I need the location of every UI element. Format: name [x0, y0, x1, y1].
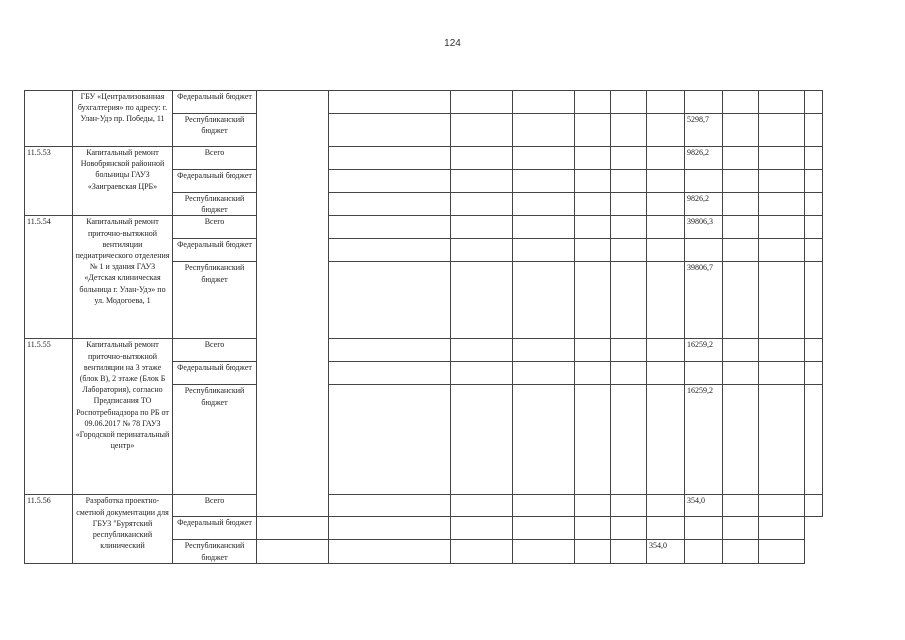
blank-cell	[513, 239, 575, 262]
blank-cell	[575, 216, 611, 239]
blank-cell	[805, 339, 823, 362]
blank-cell	[723, 517, 759, 540]
blank-cell	[575, 193, 611, 216]
blank-cell	[723, 239, 759, 262]
blank-cell	[329, 339, 451, 362]
blank-cell	[759, 170, 805, 193]
blank-cell	[611, 362, 647, 385]
blank-cell	[805, 239, 823, 262]
blank-cell	[611, 147, 647, 170]
blank-cell	[611, 339, 647, 362]
blank-cell	[451, 114, 513, 147]
blank-cell	[759, 385, 805, 495]
blank-cell	[513, 362, 575, 385]
blank-cell	[759, 114, 805, 147]
blank-cell	[329, 114, 451, 147]
blank-cell	[451, 193, 513, 216]
funding-source: Всего	[173, 147, 257, 170]
amount-cell: 39806,7	[685, 262, 723, 339]
amount-cell: 9826,2	[685, 147, 723, 170]
blank-cell	[647, 91, 685, 114]
amount-cell: 9826,2	[685, 193, 723, 216]
blank-cell	[513, 216, 575, 239]
amount-cell: 16259,2	[685, 385, 723, 495]
table-row	[25, 495, 823, 517]
blank-cell	[513, 114, 575, 147]
blank-cell	[451, 362, 513, 385]
blank-cell	[759, 517, 805, 540]
item-number	[25, 91, 73, 147]
blank-cell	[575, 114, 611, 147]
blank-cell	[451, 517, 513, 540]
blank-cell	[451, 495, 513, 517]
blank-cell	[647, 147, 685, 170]
blank-cell	[611, 540, 647, 563]
blank-cell	[513, 147, 575, 170]
blank-cell	[759, 262, 805, 339]
funding-source: Федеральный бюджет	[173, 362, 257, 385]
blank-cell	[647, 239, 685, 262]
blank-cell	[723, 170, 759, 193]
blank-cell	[329, 517, 451, 540]
blank-cell	[685, 540, 723, 563]
blank-cell	[759, 362, 805, 385]
blank-cell	[759, 339, 805, 362]
blank-cell	[647, 339, 685, 362]
blank-cell	[611, 91, 647, 114]
blank-cell	[611, 385, 647, 495]
amount-cell: 354,0	[685, 495, 723, 517]
table-row	[25, 216, 823, 239]
blank-cell	[329, 91, 451, 114]
blank-cell	[647, 216, 685, 239]
blank-cell	[805, 114, 823, 147]
table-row	[25, 91, 823, 114]
amount-cell	[685, 362, 723, 385]
blank-cell	[329, 495, 451, 517]
blank-cell	[647, 114, 685, 147]
blank-cell	[575, 147, 611, 170]
blank-cell	[723, 147, 759, 170]
blank-cell	[759, 495, 805, 517]
blank-cell	[805, 147, 823, 170]
blank-cell	[575, 540, 611, 563]
blank-cell	[575, 362, 611, 385]
item-number: 11.5.56	[25, 495, 73, 563]
amount-cell	[685, 170, 723, 193]
blank-cell	[575, 517, 611, 540]
blank-cell	[805, 216, 823, 239]
blank-cell	[329, 385, 451, 495]
blank-cell	[329, 540, 451, 563]
blank-cell	[451, 147, 513, 170]
blank-cell	[257, 540, 329, 563]
funding-source: Республиканский бюджет	[173, 193, 257, 216]
blank-cell	[575, 339, 611, 362]
blank-cell	[575, 262, 611, 339]
blank-cell	[329, 170, 451, 193]
blank-cell	[575, 91, 611, 114]
blank-cell	[329, 193, 451, 216]
funding-source: Всего	[173, 216, 257, 239]
blank-cell	[723, 262, 759, 339]
blank-cell	[611, 216, 647, 239]
blank-cell	[647, 193, 685, 216]
blank-cell	[513, 262, 575, 339]
blank-cell	[329, 216, 451, 239]
blank-cell	[329, 362, 451, 385]
blank-cell	[575, 495, 611, 517]
table-row	[25, 147, 823, 170]
blank-cell	[805, 193, 823, 216]
item-number: 11.5.54	[25, 216, 73, 339]
blank-cell	[723, 495, 759, 517]
blank-cell	[451, 540, 513, 563]
blank-cell	[611, 170, 647, 193]
blank-cell	[611, 193, 647, 216]
blank-cell	[575, 239, 611, 262]
amount-cell	[685, 239, 723, 262]
page-number: 124	[444, 38, 461, 49]
amount-cell: 5298,7	[685, 114, 723, 147]
blank-cell	[451, 385, 513, 495]
funding-source: Всего	[173, 495, 257, 517]
blank-cell	[451, 216, 513, 239]
blank-cell	[759, 239, 805, 262]
blank-cell	[723, 339, 759, 362]
blank-cell	[805, 385, 823, 495]
blank-cell	[513, 385, 575, 495]
blank-cell	[513, 495, 575, 517]
blank-cell	[257, 91, 329, 517]
amount-cell: 39806,3	[685, 216, 723, 239]
blank-cell	[575, 170, 611, 193]
blank-cell	[611, 262, 647, 339]
funding-source: Всего	[173, 339, 257, 362]
blank-cell	[723, 216, 759, 239]
table-body	[25, 91, 823, 564]
blank-cell	[329, 147, 451, 170]
item-name: ГБУ «Централизованная бухгалтерия» по адресу: г. Улан-Удэ пр. Победы, 11	[73, 91, 173, 147]
blank-cell	[451, 239, 513, 262]
blank-cell	[805, 170, 823, 193]
blank-cell	[611, 495, 647, 517]
item-number: 11.5.53	[25, 147, 73, 216]
blank-cell	[759, 193, 805, 216]
funding-source: Республиканский бюджет	[173, 114, 257, 147]
item-name: Капитальный ремонт Новобрянской районной больницы ГАУЗ «Заиграевская ЦРБ»	[73, 147, 173, 216]
blank-cell	[513, 170, 575, 193]
funding-source: Республиканский бюджет	[173, 262, 257, 339]
funding-source: Федеральный бюджет	[173, 170, 257, 193]
table-row	[25, 339, 823, 362]
blank-cell	[759, 147, 805, 170]
blank-cell	[759, 216, 805, 239]
blank-cell	[647, 170, 685, 193]
blank-cell	[611, 239, 647, 262]
funding-source: Федеральный бюджет	[173, 517, 257, 540]
blank-cell	[611, 517, 647, 540]
blank-cell	[575, 385, 611, 495]
funding-source: Федеральный бюджет	[173, 91, 257, 114]
blank-cell	[723, 540, 759, 563]
blank-cell	[257, 517, 329, 540]
funding-source: Республиканский бюджет	[173, 540, 257, 563]
blank-cell	[759, 540, 805, 563]
blank-cell	[805, 91, 823, 114]
blank-cell	[451, 262, 513, 339]
blank-cell	[513, 517, 575, 540]
blank-cell	[647, 262, 685, 339]
blank-cell	[723, 362, 759, 385]
item-name: Разработка проектно-сметной документации для ГБУЗ "Бурятский республиканский клинический	[73, 495, 173, 563]
blank-cell	[723, 385, 759, 495]
blank-cell	[685, 517, 723, 540]
blank-cell	[805, 362, 823, 385]
amount-cell	[647, 517, 685, 540]
blank-cell	[513, 91, 575, 114]
amount-cell	[685, 91, 723, 114]
item-name: Капитальный ремонт приточно-вытяжной вентиляции на 3 этаже (блок В), 2 этаже (Блок Б Лаборатория), согласно Предписания ТО Роспотребнадзора по РБ от 09.06.2017 № 78 ГАУЗ «Городской перинатальный центр»	[73, 339, 173, 495]
budget-table	[24, 90, 823, 564]
blank-cell	[805, 262, 823, 339]
blank-cell	[329, 239, 451, 262]
item-name: Капитальный ремонт приточно-вытяжной вентиляции педиатрического отделения № 1 и здания ГАУЗ «Детская клиническая больница г. Улан-Удэ» по ул. Модогоева, 1	[73, 216, 173, 339]
blank-cell	[513, 339, 575, 362]
blank-cell	[805, 495, 823, 517]
blank-cell	[759, 91, 805, 114]
item-number: 11.5.55	[25, 339, 73, 495]
blank-cell	[513, 193, 575, 216]
blank-cell	[451, 339, 513, 362]
funding-source: Федеральный бюджет	[173, 239, 257, 262]
blank-cell	[329, 262, 451, 339]
funding-source: Республиканский бюджет	[173, 385, 257, 495]
blank-cell	[647, 362, 685, 385]
blank-cell	[723, 91, 759, 114]
amount-cell: 354,0	[647, 540, 685, 563]
blank-cell	[647, 495, 685, 517]
blank-cell	[723, 114, 759, 147]
blank-cell	[647, 385, 685, 495]
blank-cell	[611, 114, 647, 147]
blank-cell	[723, 193, 759, 216]
blank-cell	[451, 170, 513, 193]
amount-cell: 16259,2	[685, 339, 723, 362]
blank-cell	[513, 540, 575, 563]
blank-cell	[451, 91, 513, 114]
